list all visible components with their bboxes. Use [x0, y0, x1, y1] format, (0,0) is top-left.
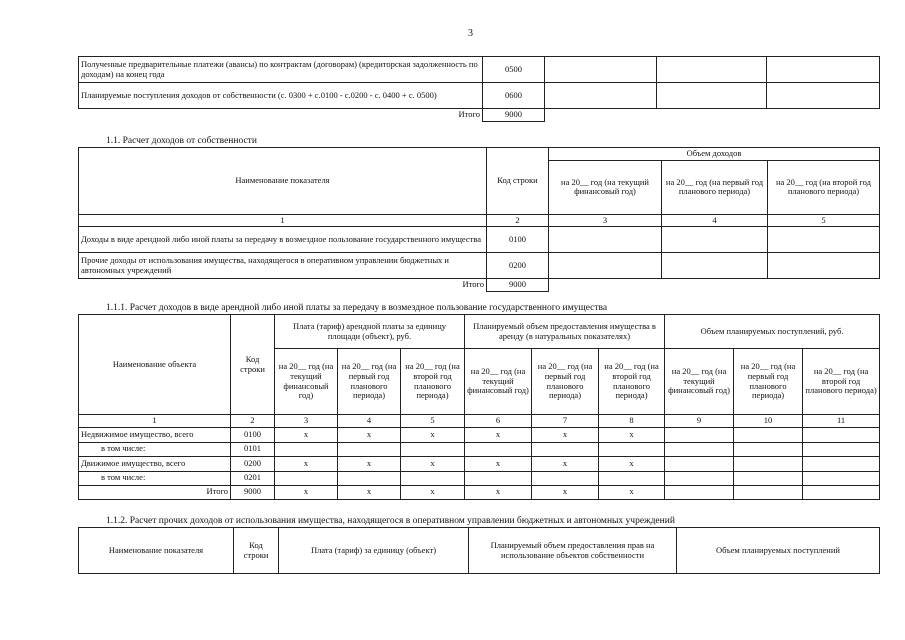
cell-mark: x — [338, 485, 401, 499]
row-name: Планируемые поступления доходов от собственности (с. 0300 + с.0100 - с.0200 - с. 0400 + с. 0500) — [79, 83, 483, 109]
cell-mark: x — [338, 456, 401, 471]
header-tariff: Плата (тариф) за единицу (объект) — [279, 528, 469, 574]
header-col-second: на 20__ год (на второй год планового периода) — [599, 349, 665, 415]
header-col-second: на 20__ год (на второй год планового периода) — [401, 349, 465, 415]
row-name: Доходы в виде арендной либо иной платы за передачу в возмездное пользование государственного имущества — [79, 227, 487, 253]
col-num: 10 — [734, 415, 803, 428]
table-row — [79, 427, 880, 442]
cell-mark: x — [275, 485, 338, 499]
col-num: 5 — [401, 415, 465, 428]
row-code: 0101 — [231, 442, 275, 456]
header-volume: Объем доходов — [549, 148, 880, 161]
header-col-current: на 20__ год (на текущий финансовый год) — [665, 349, 734, 415]
section-title-1-1-2: 1.1.2. Расчет прочих доходов от использования имущества, находящегося в оперативном управлении бюджетных и автономных учреждений — [106, 516, 675, 526]
header-volume: Планируемый объем предоставления прав на использование объектов собственности — [469, 528, 677, 574]
table-row — [79, 253, 880, 279]
header-col-second: на 20__ год (на второй год планового периода) — [803, 349, 880, 415]
header-name: Наименование показателя — [79, 148, 487, 215]
column-numbers — [79, 415, 880, 428]
col-num: 3 — [549, 214, 662, 227]
header-col-current: на 20__ год (на текущий финансовый год) — [465, 349, 532, 415]
cell-mark: x — [532, 485, 599, 499]
total-label: Итого — [79, 485, 231, 499]
income-table — [78, 147, 880, 292]
col-num: 11 — [803, 415, 880, 428]
other-income-table — [78, 527, 880, 574]
column-numbers — [79, 214, 880, 227]
header-col-first: на 20__ год (на первый год планового периода) — [338, 349, 401, 415]
col-num: 9 — [665, 415, 734, 428]
total-code: 9000 — [487, 279, 549, 292]
table-row — [79, 227, 880, 253]
row-name: Недвижимое имущество, всего — [79, 427, 231, 442]
col-num: 6 — [465, 415, 532, 428]
header-code: Код строки — [234, 528, 279, 574]
table-row — [79, 57, 880, 83]
table-row — [79, 442, 880, 456]
total-row — [79, 279, 880, 292]
row-name: Полученные предварительные платежи (авансы) по контрактам (договорам) (кредиторская задолженность по доходам) на конец года — [79, 57, 483, 83]
col-num: 8 — [599, 415, 665, 428]
top-table — [78, 56, 880, 122]
header-col-current: на 20__ год (на текущий финансовый год) — [549, 160, 662, 214]
header-code: Код строки — [487, 148, 549, 215]
col-num: 5 — [768, 214, 880, 227]
header-col-first: на 20__ год (на первый год планового периода) — [532, 349, 599, 415]
table-row — [79, 83, 880, 109]
cell-mark: x — [401, 485, 465, 499]
cell-mark: x — [532, 427, 599, 442]
col-num: 7 — [532, 415, 599, 428]
cell-mark: x — [532, 456, 599, 471]
row-code: 0200 — [231, 456, 275, 471]
col-num: 2 — [231, 415, 275, 428]
total-code: 9000 — [231, 485, 275, 499]
col-num: 1 — [79, 214, 487, 227]
rent-table — [78, 314, 880, 500]
total-code: 9000 — [483, 109, 545, 122]
total-row — [79, 109, 880, 122]
cell-mark: x — [465, 427, 532, 442]
col-num: 4 — [338, 415, 401, 428]
header-income-group: Объем планируемых поступлений, руб. — [665, 315, 880, 349]
cell-mark: x — [401, 456, 465, 471]
header-name: Наименование показателя — [79, 528, 234, 574]
table-row — [79, 456, 880, 471]
row-code: 0600 — [483, 83, 545, 109]
row-code: 0200 — [487, 253, 549, 279]
total-label: Итого — [79, 279, 487, 292]
header-col-second: на 20__ год (на второй год планового периода) — [768, 160, 880, 214]
header-name: Наименование объекта — [79, 315, 231, 415]
total-row — [79, 485, 880, 499]
header-income: Объем планируемых поступлений — [677, 528, 880, 574]
cell-mark: x — [465, 485, 532, 499]
row-name: Прочие доходы от использования имущества, находящегося в оперативном управлении бюджетных и автономных учреждений — [79, 253, 487, 279]
header-volume-group: Планируемый объем предоставления имущества в аренду (в натуральных показателях) — [465, 315, 665, 349]
cell-mark: x — [599, 456, 665, 471]
row-code: 0201 — [231, 471, 275, 485]
page-number: 3 — [468, 28, 473, 39]
col-num: 4 — [662, 214, 768, 227]
row-code: 0100 — [231, 427, 275, 442]
cell-mark: x — [401, 427, 465, 442]
col-num: 1 — [79, 415, 231, 428]
row-code: 0500 — [483, 57, 545, 83]
section-title-1-1-1: 1.1.1. Расчет доходов в виде арендной либо иной платы за передачу в возмездное пользование государственного имущества — [106, 303, 608, 313]
cell-mark: x — [275, 427, 338, 442]
row-name: Движимое имущество, всего — [79, 456, 231, 471]
col-num: 2 — [487, 214, 549, 227]
section-title-1-1: 1.1. Расчет доходов от собственности — [106, 136, 257, 146]
total-label: Итого — [79, 109, 483, 122]
row-name: в том числе: — [79, 471, 231, 485]
header-tariff-group: Плата (тариф) арендной платы за единицу площади (объект), руб. — [275, 315, 465, 349]
cell-mark: x — [599, 427, 665, 442]
cell-mark: x — [465, 456, 532, 471]
row-name: в том числе: — [79, 442, 231, 456]
col-num: 3 — [275, 415, 338, 428]
cell-mark: x — [275, 456, 338, 471]
header-col-first: на 20__ год (на первый год планового периода) — [662, 160, 768, 214]
header-code: Код строки — [231, 315, 275, 415]
row-code: 0100 — [487, 227, 549, 253]
table-row — [79, 471, 880, 485]
header-col-first: на 20__ год (на первый год планового периода) — [734, 349, 803, 415]
cell-mark: x — [338, 427, 401, 442]
header-col-current: на 20__ год (на текущий финансовый год) — [275, 349, 338, 415]
cell-mark: x — [599, 485, 665, 499]
